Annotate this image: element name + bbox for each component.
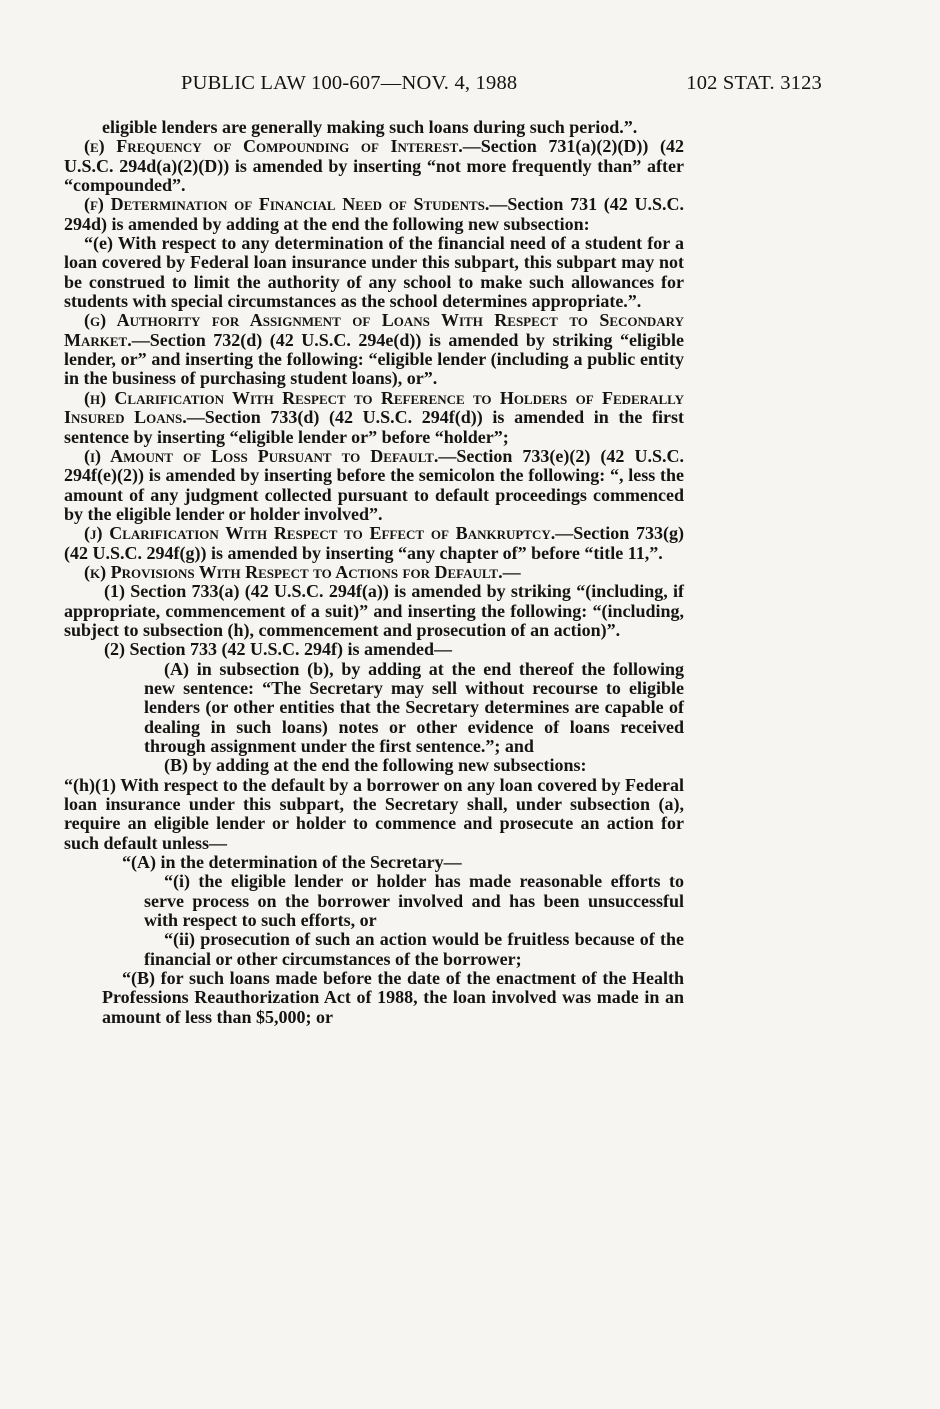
body-text — [64, 118, 684, 1027]
paragraph — [64, 776, 684, 853]
paragraph — [64, 930, 684, 969]
paragraph-text: (2) Section 733 (42 U.S.C. 294f) is amended— — [104, 639, 452, 660]
paragraph — [64, 389, 684, 447]
paragraph — [64, 118, 684, 137]
paragraph — [64, 582, 684, 640]
paragraph — [64, 660, 684, 757]
paragraph-text: “(A) in the determination of the Secretary— — [122, 852, 462, 873]
header-title: PUBLIC LAW 100-607—NOV. 4, 1988 — [181, 72, 518, 94]
section-heading: (g) Authority for Assignment of Loans With Respect to Secondary Market. — [64, 310, 684, 350]
running-header — [0, 72, 940, 94]
paragraph — [64, 969, 684, 1027]
paragraph-text: —Section 733(g) (42 U.S.C. 294f(g)) is amended by inserting “any chapter of” before “title 11,”. — [64, 523, 684, 563]
paragraph — [64, 137, 684, 195]
paragraph-text: —Section 733(e)(2) (42 U.S.C. 294f(e)(2)) is amended by inserting before the semicolon the following: “, less the amount of any judgment collected pursuant to default proceedings commenced by the eligible lender or holder involved”. — [64, 445, 684, 524]
section-heading: (f) Determination of Financial Need of Students. — [84, 194, 490, 215]
section-heading: (i) Amount of Loss Pursuant to Default. — [84, 445, 439, 466]
paragraph — [64, 524, 684, 563]
paragraph-text: —Section 733(d) (42 U.S.C. 294f(d)) is amended in the first sentence by inserting “eligible lender or” before “holder”; — [64, 407, 684, 447]
section-heading: (e) Frequency of Compounding of Interest. — [84, 136, 463, 157]
paragraph — [64, 563, 684, 582]
paragraph-text: “(e) With respect to any determination of the financial need of a student for a loan covered by Federal loan insurance under this subpart, this subpart may not be construed to limit the authority of any school to make such allowances for students with special circumstances as the school determines appropriate.”. — [64, 233, 684, 312]
paragraph — [64, 234, 684, 311]
paragraph-text: (A) in subsection (b), by adding at the end thereof the following new sentence: “The Secretary may sell without recourse to eligible lenders (or other entities that the Secretary determines are capable of dealing in such loans) notes or other evidence of loans received through assignment under the first sentence.”; and — [144, 658, 684, 756]
paragraph-text: (B) by adding at the end the following new subsections: — [164, 755, 587, 776]
paragraph — [64, 872, 684, 930]
paragraph — [64, 640, 684, 659]
paragraph-text: “(ii) prosecution of such an action would be fruitless because of the financial or other circumstances of the borrower; — [144, 929, 684, 969]
section-heading: (h) Clarification With Respect to Reference to Holders of Federally Insured Loans. — [64, 387, 684, 428]
paragraph — [64, 853, 684, 872]
section-heading: (j) Clarification With Respect to Effect of Bankruptcy. — [84, 523, 556, 544]
paragraph — [64, 311, 684, 388]
header-stat-page: 102 STAT. 3123 — [686, 72, 822, 94]
paragraph — [64, 195, 684, 234]
paragraph — [64, 447, 684, 524]
paragraph-text: —Section 732(d) (42 U.S.C. 294e(d)) is amended by striking “eligible lender, or” and inserting the following: “eligible lender (including a public entity in the business of purchasing student loans), or”. — [64, 329, 684, 389]
paragraph-text: — — [502, 561, 521, 582]
section-heading: (k) Provisions With Respect to Actions for Default. — [84, 561, 503, 582]
paragraph-text: eligible lenders are generally making such loans during such period.”. — [102, 117, 638, 137]
paragraph-text: “(i) the eligible lender or holder has made reasonable efforts to serve process on the borrower involved and has been unsuccessful with respect to such efforts, or — [144, 871, 684, 931]
paragraph — [64, 756, 684, 775]
paragraph-text: —Section 731 (42 U.S.C. 294d) is amended by adding at the end the following new subsection: — [64, 194, 684, 234]
paragraph-text: “(B) for such loans made before the date of the enactment of the Health Professions Reauthorization Act of 1988, the loan involved was made in an amount of less than $5,000; or — [102, 968, 684, 1027]
paragraph-text: “(h)(1) With respect to the default by a borrower on any loan covered by Federal loan insurance under this subpart, the Secretary shall, under subsection (a), require an eligible lender or holder to commence and prosecute an action for such default unless— — [64, 774, 684, 853]
paragraph-text: —Section 731(a)(2)(D)) (42 U.S.C. 294d(a)(2)(D)) is amended by inserting “not more frequently than” after “compounded”. — [64, 136, 684, 196]
paragraph-text: (1) Section 733(a) (42 U.S.C. 294f(a)) is amended by striking “(including, if appropriate, commencement of a suit)” and inserting the following: “(including, subject to subsection (h), commencement and prosecution of an action)”. — [64, 581, 684, 640]
